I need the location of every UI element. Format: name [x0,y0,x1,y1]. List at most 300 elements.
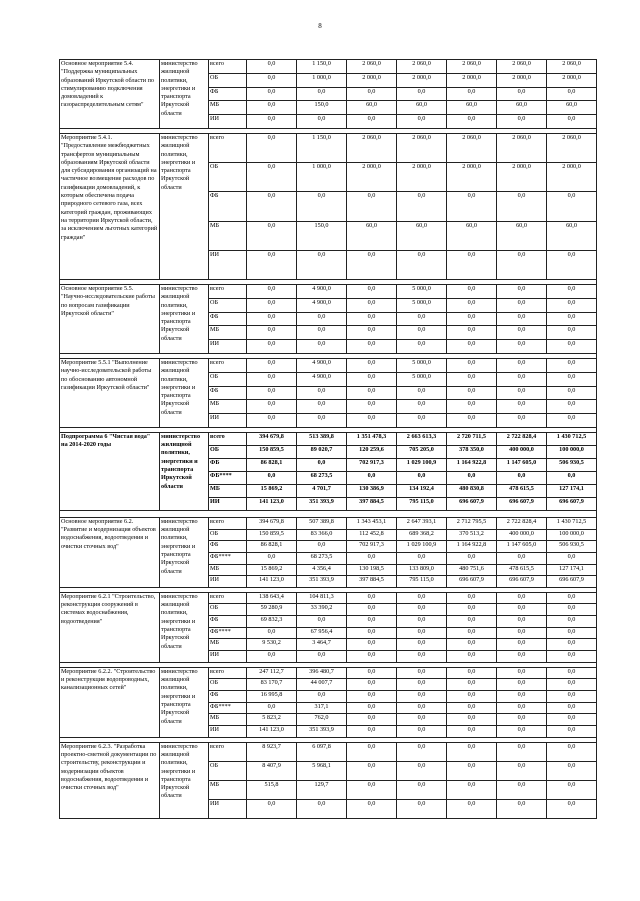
funding-value: 0,0 [247,284,297,298]
funding-value: 2 647 393,1 [397,517,447,529]
funding-source: всего [209,517,247,529]
funding-source: всего [209,667,247,679]
funding-value: 0,0 [347,386,397,400]
funding-value: 0,0 [447,627,497,639]
funding-value: 0,0 [547,780,597,799]
funding-value: 0,0 [247,298,297,312]
funding-value: 0,0 [347,651,397,663]
funding-value: 0,0 [447,761,497,780]
funding-value: 138 643,4 [247,592,297,604]
funding-value: 0,0 [347,679,397,691]
funding-value: 67 956,4 [297,627,347,639]
funding-value: 0,0 [297,691,347,703]
funding-value: 0,0 [297,414,347,428]
funding-value: 480 830,8 [447,484,497,497]
funding-value: 4 900,0 [297,298,347,312]
funding-value: 0,0 [447,372,497,386]
funding-value: 0,0 [497,726,547,738]
funding-value: 0,0 [347,326,397,340]
table-row [60,517,597,529]
funding-value: 0,0 [347,702,397,714]
funding-value: 2 060,0 [497,133,547,162]
funding-value: 2 722 828,4 [497,432,547,445]
funding-value: 104 811,3 [297,592,347,604]
funding-value: 150,0 [297,101,347,115]
funding-value: 0,0 [397,639,447,651]
funding-value: 2 000,0 [497,163,547,192]
funding-source: МБ [209,639,247,651]
funding-value: 396 480,7 [297,667,347,679]
funding-value: 0,0 [397,400,447,414]
measure-name: Мероприятие 6.2.3. "Разработка проектно-сметной документации по строительству, реконструкции и модернизации объектов водоснабжения, водоотведения и очистки сточных вод" [60,742,160,818]
funding-value: 0,0 [347,298,397,312]
funding-value: 2 060,0 [497,60,547,74]
funding-value: 2 722 828,4 [497,517,547,529]
funding-value: 8 407,9 [247,761,297,780]
funding-source: ИИ [209,340,247,354]
funding-value: 0,0 [347,667,397,679]
funding-value: 0,0 [247,702,297,714]
funding-value: 0,0 [497,604,547,616]
funding-source: ФБ [209,312,247,326]
funding-value: 0,0 [547,250,597,279]
funding-value: 515,8 [247,780,297,799]
table-row [60,592,597,604]
funding-value: 0,0 [397,761,447,780]
funding-value: 0,0 [547,298,597,312]
funding-value: 2 663 613,3 [397,432,447,445]
funding-value: 33 390,2 [297,604,347,616]
funding-value: 0,0 [447,358,497,372]
funding-value: 68 273,5 [297,552,347,564]
funding-value: 86 828,1 [247,458,297,471]
responsible-executor: министерство жилищной политики, энергетики и транспорта Иркутской области [160,667,209,737]
funding-value: 0,0 [547,414,597,428]
measure-name: Основное мероприятие 5.4. "Поддержка муниципальных образований Иркутской области по стимулированию подключения домовладений к газораспределительным сетям" [60,60,160,129]
funding-value: 1 147 605,0 [497,541,547,553]
funding-value: 0,0 [497,115,547,129]
funding-value: 0,0 [497,298,547,312]
funding-value: 44 007,7 [297,679,347,691]
funding-value: 0,0 [547,679,597,691]
funding-value: 0,0 [447,742,497,761]
funding-value: 141 123,0 [247,576,297,588]
table-row [60,432,597,445]
funding-value: 0,0 [497,679,547,691]
funding-value: 5 000,0 [397,358,447,372]
funding-value: 0,0 [547,726,597,738]
funding-value: 0,0 [247,192,297,221]
table-row [60,742,597,761]
funding-value: 0,0 [247,312,297,326]
funding-value: 59 280,9 [247,604,297,616]
funding-value: 68 273,5 [297,471,347,484]
funding-value: 689 368,2 [397,529,447,541]
funding-value: 0,0 [297,192,347,221]
funding-source: МБ [209,564,247,576]
responsible-executor: министерство жилищной политики, энергетики и транспорта Иркутской области [160,133,209,279]
measure-name: Мероприятие 6.2.1 "Строительство, реконструкция сооружений в системах водоснабжения, водоотведения" [60,592,160,662]
funding-value: 696 607,9 [497,576,547,588]
funding-value: 0,0 [397,552,447,564]
funding-value: 0,0 [347,742,397,761]
funding-value: 83 170,7 [247,679,297,691]
funding-value: 1 000,0 [297,163,347,192]
funding-value: 134 192,4 [397,484,447,497]
funding-value: 5 000,0 [397,298,447,312]
funding-value: 1 164 922,8 [447,541,497,553]
funding-value: 0,0 [547,799,597,818]
funding-source: ФБ [209,458,247,471]
funding-source: ОБ [209,529,247,541]
funding-source: ОБ [209,372,247,386]
funding-value: 0,0 [547,714,597,726]
funding-value: 0,0 [297,312,347,326]
spacer-cell [60,510,597,517]
funding-value: 100 000,0 [547,529,597,541]
funding-value: 60,0 [497,101,547,115]
funding-value: 1 150,0 [297,133,347,162]
funding-value: 0,0 [397,679,447,691]
funding-value: 0,0 [497,552,547,564]
funding-value: 60,0 [547,101,597,115]
funding-value: 0,0 [447,714,497,726]
funding-value: 112 452,8 [347,529,397,541]
funding-source: всего [209,432,247,445]
funding-value: 1 164 922,8 [447,458,497,471]
funding-value: 0,0 [297,400,347,414]
funding-value: 0,0 [347,639,397,651]
funding-value: 0,0 [447,340,497,354]
funding-source: ОБ [209,761,247,780]
funding-value: 150 859,5 [247,445,297,458]
funding-value: 0,0 [397,742,447,761]
funding-value: 0,0 [497,627,547,639]
funding-source: ФБ [209,541,247,553]
funding-source: ФБ [209,386,247,400]
funding-source: ОБ [209,73,247,87]
table-row [60,667,597,679]
funding-value: 0,0 [247,101,297,115]
funding-source: ФБ [209,616,247,628]
funding-value: 762,0 [297,714,347,726]
funding-source: ИИ [209,250,247,279]
funding-value: 0,0 [347,115,397,129]
funding-value: 0,0 [347,87,397,101]
funding-value: 4 356,4 [297,564,347,576]
funding-value: 394 679,8 [247,432,297,445]
funding-value: 478 615,5 [497,564,547,576]
funding-source: ИИ [209,497,247,510]
funding-value: 0,0 [247,471,297,484]
funding-value: 150,0 [297,221,347,250]
funding-value: 0,0 [497,651,547,663]
funding-value: 127 174,1 [547,484,597,497]
funding-value: 351 393,9 [297,726,347,738]
funding-value: 0,0 [447,616,497,628]
funding-value: 0,0 [447,780,497,799]
funding-value: 15 869,2 [247,564,297,576]
funding-value: 351 393,9 [297,576,347,588]
funding-value: 120 259,6 [347,445,397,458]
funding-value: 2 000,0 [547,73,597,87]
funding-value: 507 389,8 [297,517,347,529]
funding-value: 69 832,3 [247,616,297,628]
funding-value: 0,0 [497,284,547,298]
responsible-executor: министерство жилищной политики, энергетики и транспорта Иркутской области [160,358,209,427]
funding-value: 397 884,5 [347,576,397,588]
funding-value: 0,0 [347,726,397,738]
funding-source: МБ [209,484,247,497]
funding-value: 6 097,8 [297,742,347,761]
funding-value: 1 000,0 [297,73,347,87]
funding-value: 0,0 [297,616,347,628]
funding-value: 2 000,0 [447,73,497,87]
funding-source: всего [209,742,247,761]
funding-value: 0,0 [247,372,297,386]
funding-value: 0,0 [297,458,347,471]
funding-value: 1 029 100,9 [397,541,447,553]
funding-value: 0,0 [397,651,447,663]
funding-value: 0,0 [497,414,547,428]
measure-name: Основное мероприятие 6.2. "Развитие и модернизация объектов водоснабжения, водоотведения и очистки сточных вод" [60,517,160,587]
funding-value: 0,0 [397,471,447,484]
funding-value: 3 464,7 [297,639,347,651]
funding-value: 60,0 [497,221,547,250]
funding-value: 0,0 [347,372,397,386]
table-row [60,60,597,74]
funding-value: 0,0 [297,340,347,354]
funding-value: 0,0 [347,799,397,818]
funding-value: 4 900,0 [297,372,347,386]
funding-value: 4 900,0 [297,284,347,298]
funding-value: 0,0 [547,358,597,372]
funding-value: 378 350,0 [447,445,497,458]
measure-name: Мероприятие 5.5.1 "Выполнение научно-исследовательской работы по обоснованию автономной газификации Иркутской области" [60,358,160,427]
funding-value: 0,0 [397,312,447,326]
funding-value: 5 000,0 [397,284,447,298]
funding-value: 9 530,2 [247,639,297,651]
funding-value: 2 060,0 [347,133,397,162]
table-row [60,284,597,298]
funding-value: 133 809,0 [397,564,447,576]
funding-value: 2 060,0 [347,60,397,74]
funding-value: 0,0 [397,592,447,604]
funding-value: 0,0 [347,780,397,799]
funding-value: 696 607,9 [447,576,497,588]
funding-value: 0,0 [347,340,397,354]
funding-value: 0,0 [397,115,447,129]
funding-value: 506 930,5 [547,541,597,553]
funding-value: 0,0 [497,702,547,714]
funding-source: ОБ [209,679,247,691]
funding-value: 2 712 795,5 [447,517,497,529]
funding-value: 0,0 [547,471,597,484]
funding-value: 0,0 [347,616,397,628]
funding-value: 2 060,0 [397,60,447,74]
funding-value: 0,0 [347,358,397,372]
funding-value: 0,0 [397,702,447,714]
funding-value: 0,0 [397,780,447,799]
funding-value: 0,0 [497,400,547,414]
funding-value: 0,0 [447,702,497,714]
funding-source: ФБ [209,691,247,703]
funding-value: 0,0 [547,115,597,129]
funding-value: 0,0 [497,742,547,761]
funding-value: 1 147 605,0 [497,458,547,471]
funding-value: 0,0 [397,192,447,221]
funding-value: 0,0 [347,312,397,326]
funding-value: 0,0 [447,639,497,651]
funding-value: 0,0 [247,552,297,564]
funding-value: 696 607,9 [497,497,547,510]
funding-value: 0,0 [247,627,297,639]
funding-value: 0,0 [247,163,297,192]
funding-value: 0,0 [497,761,547,780]
funding-value: 15 869,2 [247,484,297,497]
funding-value: 5 000,0 [397,372,447,386]
funding-source: ОБ [209,163,247,192]
funding-value: 2 060,0 [397,133,447,162]
funding-value: 2 060,0 [547,133,597,162]
funding-value: 2 000,0 [397,163,447,192]
funding-value: 1 430 712,5 [547,432,597,445]
funding-value: 60,0 [397,101,447,115]
funding-value: 0,0 [547,761,597,780]
funding-value: 0,0 [547,742,597,761]
funding-value: 0,0 [247,326,297,340]
funding-value: 0,0 [497,616,547,628]
funding-value: 89 020,7 [297,445,347,458]
funding-value: 351 393,9 [297,497,347,510]
funding-value: 0,0 [497,192,547,221]
funding-value: 0,0 [247,250,297,279]
funding-source: ФБ**** [209,627,247,639]
funding-value: 0,0 [347,471,397,484]
funding-value: 0,0 [547,312,597,326]
funding-value: 0,0 [447,386,497,400]
funding-source: ИИ [209,576,247,588]
funding-value: 0,0 [447,604,497,616]
funding-value: 0,0 [547,400,597,414]
funding-value: 696 607,9 [547,576,597,588]
funding-value: 0,0 [547,691,597,703]
funding-value: 0,0 [497,471,547,484]
funding-value: 2 060,0 [447,133,497,162]
funding-value: 0,0 [497,326,547,340]
funding-value: 0,0 [347,761,397,780]
funding-value: 0,0 [547,667,597,679]
funding-value: 0,0 [447,326,497,340]
funding-value: 0,0 [497,250,547,279]
funding-value: 247 112,7 [247,667,297,679]
funding-value: 127 174,1 [547,564,597,576]
responsible-executor: министерство жилищной политики, энергетики и транспорта Иркутской области [160,284,209,353]
funding-value: 0,0 [397,250,447,279]
funding-value: 60,0 [347,221,397,250]
funding-value: 0,0 [497,639,547,651]
funding-value: 0,0 [347,552,397,564]
funding-value: 0,0 [347,592,397,604]
funding-value: 705 205,0 [397,445,447,458]
funding-value: 0,0 [397,604,447,616]
funding-source: ИИ [209,651,247,663]
funding-value: 0,0 [297,799,347,818]
funding-value: 0,0 [397,726,447,738]
funding-value: 2 000,0 [547,163,597,192]
funding-value: 0,0 [347,414,397,428]
funding-value: 696 607,9 [447,497,497,510]
spacer-row [60,510,597,517]
funding-value: 0,0 [547,651,597,663]
funding-value: 702 917,3 [347,458,397,471]
funding-value: 1 029 100,9 [397,458,447,471]
funding-value: 0,0 [447,312,497,326]
funding-value: 4 900,0 [297,358,347,372]
funding-value: 0,0 [247,400,297,414]
funding-value: 141 123,0 [247,497,297,510]
funding-value: 0,0 [447,414,497,428]
funding-value: 0,0 [497,340,547,354]
funding-value: 0,0 [297,386,347,400]
funding-source: МБ [209,714,247,726]
funding-value: 702 917,3 [347,541,397,553]
funding-value: 150 859,5 [247,529,297,541]
table-body [60,60,597,819]
funding-value: 0,0 [347,714,397,726]
funding-value: 0,0 [547,326,597,340]
funding-value: 1 343 453,1 [347,517,397,529]
funding-value: 0,0 [497,312,547,326]
funding-source: ОБ [209,604,247,616]
funding-source: МБ [209,221,247,250]
funding-value: 795 115,0 [397,576,447,588]
funding-value: 0,0 [247,221,297,250]
funding-value: 0,0 [347,400,397,414]
funding-value: 506 930,5 [547,458,597,471]
funding-source: ФБ**** [209,552,247,564]
funding-value: 8 923,7 [247,742,297,761]
funding-value: 513 389,8 [297,432,347,445]
funding-value: 0,0 [447,400,497,414]
funding-value: 0,0 [497,799,547,818]
funding-value: 0,0 [447,471,497,484]
funding-value: 0,0 [447,115,497,129]
funding-source: ИИ [209,115,247,129]
funding-value: 0,0 [497,780,547,799]
funding-value: 0,0 [497,714,547,726]
funding-value: 0,0 [297,115,347,129]
funding-value: 100 000,0 [547,445,597,458]
funding-value: 0,0 [247,60,297,74]
funding-value: 0,0 [447,192,497,221]
funding-value: 0,0 [297,651,347,663]
funding-source: МБ [209,326,247,340]
funding-value: 0,0 [447,799,497,818]
funding-value: 5 968,1 [297,761,347,780]
funding-value: 60,0 [397,221,447,250]
funding-value: 0,0 [447,651,497,663]
funding-value: 141 123,0 [247,726,297,738]
funding-value: 0,0 [497,358,547,372]
measure-name: Мероприятие 5.4.1. "Предоставление межбюджетных трансфертов муниципальным образованиям Иркутской области для субсидирования организаций на частичное возмещение расходов по газификации домовладений, к которым обеспечена подача природного сетевого газа, всех категорий граждан, проживающих на территории Иркутской области, за исключением льготных категорий граждан" [60,133,160,279]
funding-value: 0,0 [247,73,297,87]
funding-source: ИИ [209,726,247,738]
funding-value: 1 351 478,3 [347,432,397,445]
funding-value: 0,0 [447,298,497,312]
funding-value: 0,0 [397,616,447,628]
funding-value: 0,0 [247,651,297,663]
